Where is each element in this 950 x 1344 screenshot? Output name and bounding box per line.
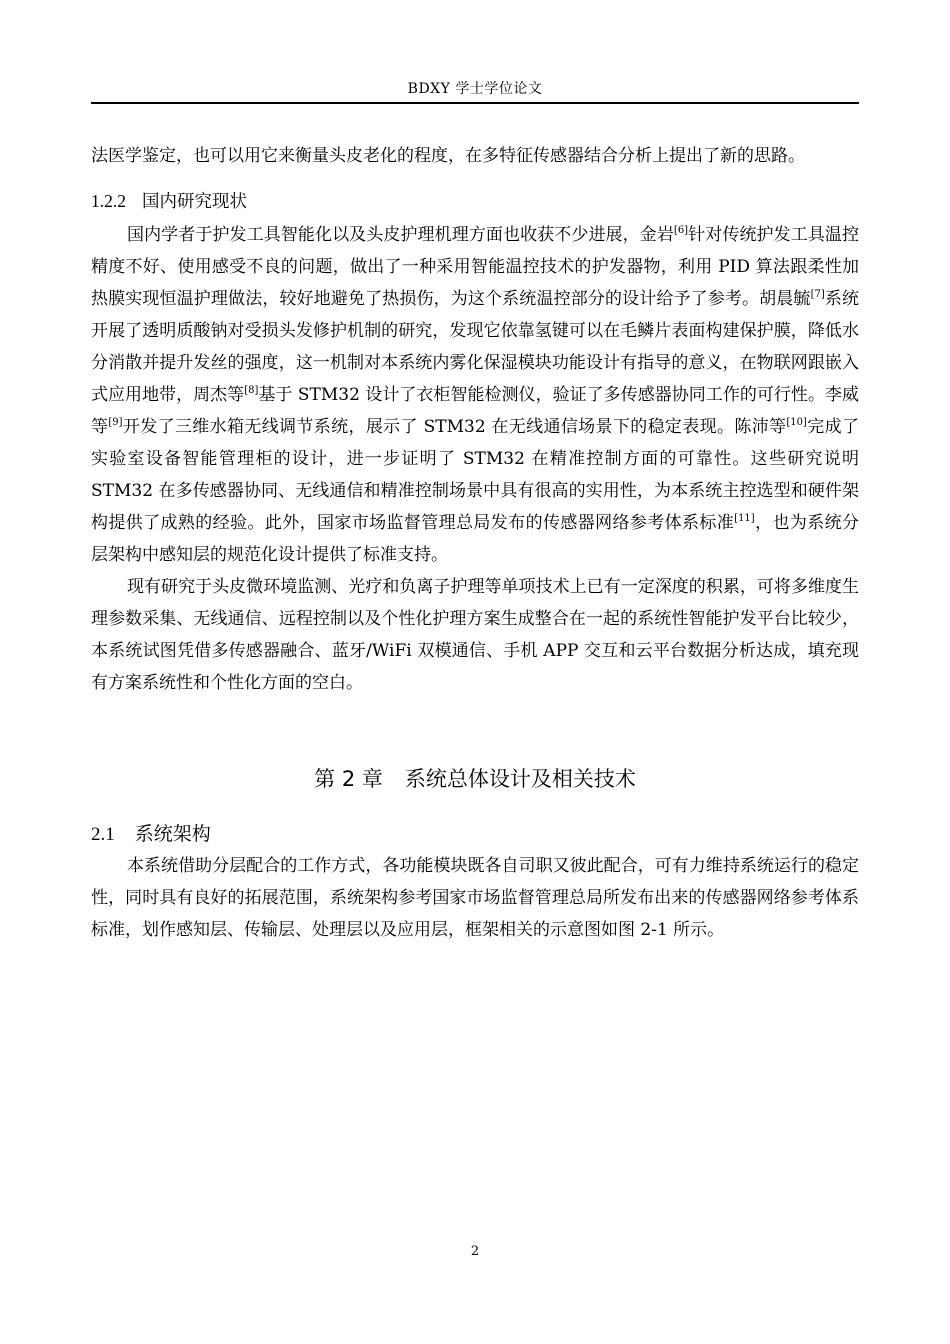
text-run: 系统开展了透明质酸钠对受损头发修护机制的研究，发现它依靠氢键可以在毛鳞片表面构建保护膜，降低水分消散并提升发丝的强度，这一机制对本系统内雾化保湿模块功能设计有指导的意义，在物联网跟嵌入式应用地带，周杰等	[91, 289, 859, 405]
page-number: 2	[470, 1244, 480, 1259]
chapter-label: 第 2 章	[314, 767, 383, 791]
section-number: 1.2.2	[91, 191, 126, 211]
paragraph-system-architecture: 本系统借助分层配合的工作方式，各功能模块既各自司职又彼此配合，可有力维持系统运行的稳定性，同时具有良好的拓展范围，系统架构参考国家市场监督管理总局所发布出来的传感器网络参考体系标准，划作感知层、传输层、处理层以及应用层，框架相关的示意图如图 2-1 所示。	[91, 856, 859, 940]
paragraph-continuation: 法医学鉴定，也可以用它来衡量头皮老化的程度，在多特征传感器结合分析上提出了新的思路。	[91, 146, 805, 166]
citation-6: [6]	[673, 225, 689, 236]
citation-7: [7]	[810, 289, 825, 300]
text-run: 开发了三维水箱无线调节系统，展示了 STM32 在无线通信场景下的稳定表现。陈沛等	[122, 417, 787, 437]
text-run: 国内学者于护发工具智能化以及头皮护理机理方面也收获不少进展，金岩	[127, 225, 674, 245]
section-title: 国内研究现状	[142, 192, 247, 212]
chapter-title: 系统总体设计及相关技术	[404, 767, 636, 791]
citation-9: [9]	[108, 417, 123, 428]
paragraph-domestic-research	[91, 219, 859, 571]
citation-11: [11]	[734, 513, 755, 524]
text-run: 基于 STM32 设计了衣柜智能检测仪，验证了多传感器协同工作的可行性。李威等	[91, 385, 859, 437]
section-heading-1-2-2	[91, 188, 859, 213]
page-body	[91, 140, 859, 946]
text-run: ，也为系统分层架构中感知层的规范化设计提供了标准支持。	[91, 513, 860, 565]
citation-8: [8]	[244, 385, 259, 396]
section-number: 2.1	[91, 824, 115, 845]
chapter-heading	[91, 763, 859, 793]
header-rule	[91, 102, 859, 104]
text-run: 完成了实验室设备智能管理柜的设计，进一步证明了 STM32 在精准控制方面的可靠性。这些研究说明 STM32 在多传感器协同、无线通信和精准控制场景中具有很高的实用性，为本系统主控选型和硬件架构提供了成熟的经验。此外，国家市场监督管理总局发布的传感器网络参考体系标准	[91, 417, 859, 533]
section-title: 系统架构	[134, 823, 211, 845]
citation-10: [10]	[786, 417, 807, 428]
running-header: BDXY 学士学位论文	[407, 81, 543, 97]
text-run: 针对传统护发工具温控精度不好、使用感受不良的问题，做出了一种采用智能温控技术的护发器物，利用 PID 算法跟柔性加热膜实现恒温护理做法，较好地避免了热损伤，为这个系统温控部分的设计给予了参考。胡晨毓	[91, 225, 860, 309]
paragraph-research-gap: 现有研究于头皮微环境监测、光疗和负离子护理等单项技术上已有一定深度的积累，可将多维度生理参数采集、无线通信、远程控制以及个性化护理方案生成整合在一起的系统性智能护发平台比较少，本系统试图凭借多传感器融合、蓝牙/WiFi 双模通信、手机 APP 交互和云平台数据分析达成，填充现有方案系统性和个性化方面的空白。	[91, 577, 859, 693]
section-heading-2-1	[91, 819, 859, 846]
